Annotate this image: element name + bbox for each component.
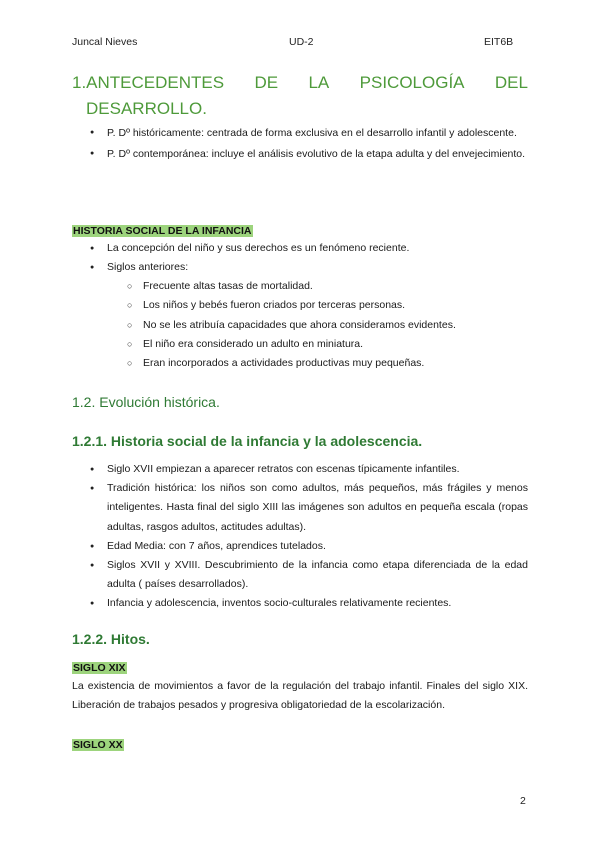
- page-number: 2: [520, 795, 526, 807]
- sub-list-item: ○ El niño era considerado un adulto en miniatura.: [143, 335, 528, 354]
- header-author: Juncal Nieves: [72, 36, 138, 48]
- section-1-bullet-list: [107, 124, 528, 165]
- section-1-heading: [72, 70, 528, 122]
- list-item: ● Siglos XVII y XVIII. Descubrimiento de la infancia como etapa diferenciada de la edad adulta ( países desarrollados).: [107, 556, 528, 594]
- list-item: ● P. Dº históricamente: centrada de forma exclusiva en el desarrollo infantil y adolescente.: [107, 124, 528, 143]
- historia-social-bullet-list: [107, 239, 528, 278]
- heading-word: DE: [254, 73, 279, 92]
- list-item: ● Siglo XVII empiezan a aparecer retratos con escenas típicamente infantiles.: [107, 460, 528, 479]
- list-item: ● La concepción del niño y sus derechos es un fenómeno reciente.: [107, 239, 528, 258]
- section-1-2-2-heading: 1.2.2. Hitos.: [72, 631, 150, 647]
- list-item: ● Tradición histórica: los niños son como adultos, más pequeños, más frágiles y menos inteligentes. Hasta final del siglo XIII las imágenes son adultos en pequeña escala (ropas adultas, rasgos adultos, actitudes adultas).: [107, 479, 528, 537]
- list-item: ● Siglos anteriores:: [107, 258, 528, 277]
- highlighted-label: SIGLO XIX: [73, 662, 126, 674]
- heading-word: 1.ANTECEDENTES: [72, 73, 225, 92]
- siglos-anteriores-sub-list: [143, 277, 528, 373]
- list-item: ● Infancia y adolescencia, inventos socio-culturales relativamente recientes.: [107, 594, 528, 613]
- historia-social-label: [72, 221, 253, 239]
- heading-word: PSICOLOGÍA: [359, 73, 465, 92]
- section-1-2-heading: 1.2. Evolución histórica.: [72, 394, 220, 410]
- heading-line-2: DESARROLLO.: [86, 99, 207, 118]
- list-item: ● Edad Media: con 7 años, aprendices tutelados.: [107, 537, 528, 556]
- section-1-2-1-bullet-list: [107, 460, 528, 614]
- header-unit: UD-2: [289, 36, 314, 48]
- heading-word: DEL: [494, 73, 528, 92]
- sub-list-item: ○ Los niños y bebés fueron criados por terceras personas.: [143, 296, 528, 315]
- header-code: EIT6B: [484, 36, 514, 48]
- heading-word: LA: [308, 73, 330, 92]
- highlighted-label: SIGLO XX: [73, 739, 123, 751]
- siglo-xix-paragraph: La existencia de movimientos a favor de la regulación del trabajo infantil. Finales del siglo XIX. Liberación de trabajos pesados y progresiva obligatoriedad de la escolarización.: [72, 680, 528, 712]
- sub-list-item: ○ Frecuente altas tasas de mortalidad.: [143, 277, 528, 296]
- sub-list-item: ○ No se les atribuía capacidades que ahora consideramos evidentes.: [143, 316, 528, 335]
- list-item: ● P. Dº contemporánea: incluye el análisis evolutivo de la etapa adulta y del envejecimiento.: [107, 145, 528, 164]
- siglo-xx-label: [72, 735, 124, 753]
- section-1-2-1-heading: 1.2.1. Historia social de la infancia y la adolescencia.: [72, 433, 423, 449]
- sub-list-item: ○ Eran incorporados a actividades productivas muy pequeñas.: [143, 354, 528, 373]
- siglo-xix-label: [72, 658, 127, 676]
- highlighted-label: HISTORIA SOCIAL DE LA INFANCIA: [73, 225, 252, 237]
